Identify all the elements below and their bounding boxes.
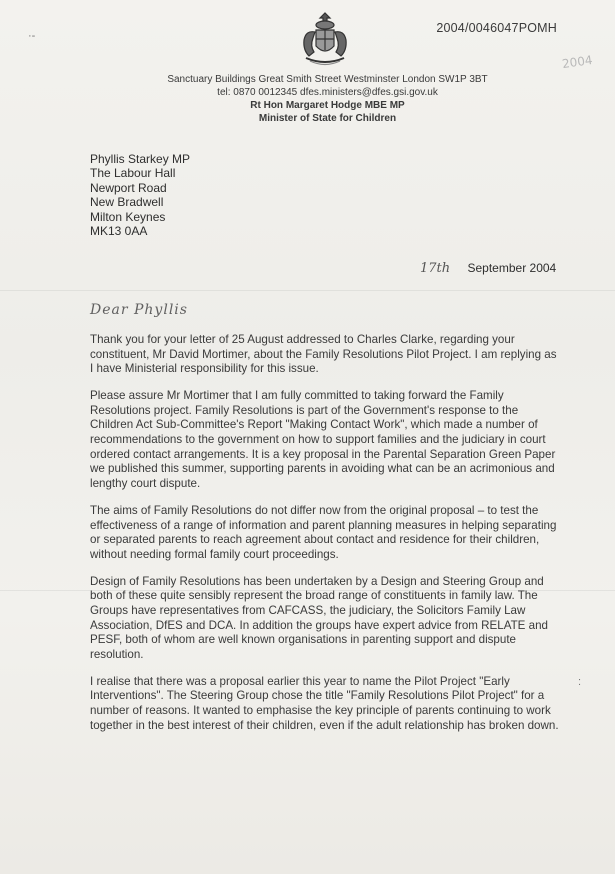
recipient-address	[90, 152, 190, 238]
royal-crest-icon	[296, 12, 354, 68]
minister-name: Rt Hon Margaret Hodge MBE MP	[250, 100, 405, 111]
body-paragraph: I realise that there was a proposal earlier this year to name the Pilot Project "Early Interventions". The Steering Group chose the title "Family Resolutions Pilot Project" for a number of reasons. It wanted to emphasise the key principle of parents continuing to work together in the best interest of their children, even if the adult relationship has broken down.	[90, 674, 559, 732]
reference-number: 2004/0046047POMH	[436, 21, 557, 35]
letter-body	[90, 333, 562, 746]
recipient-line: New Bradwell	[90, 195, 164, 210]
body-paragraph: Please assure Mr Mortimer that I am fully committed to taking forward the Family Resolutions project. Family Resolutions is part of the Government's response to the Children Act Sub-Committee's Report "Making Contact Work", which made a number of recommendations to the government on how to support families and the judiciary in court ordered contact arrangements. It is a key proposal in the Parental Separation Green Paper we published this summer, supporting parents in avoiding what can be an acrimonious and lengthy court dispute.	[90, 389, 556, 490]
date-month-year: September 2004	[467, 261, 557, 275]
body-paragraph: The aims of Family Resolutions do not differ now from the original proposal – to test the effectiveness of a range of information and parent planning measures in helping separating or separated parents to reach agreement about contact and residence for their children, without needing formal family court proceedings.	[90, 503, 557, 561]
received-stamp: 2004	[561, 52, 594, 72]
recipient-line: Milton Keynes	[90, 209, 166, 224]
address-line: Sanctuary Buildings Great Smith Street Westminster London SW1P 3BT	[167, 74, 488, 85]
recipient-line: Phyllis Starkey MP	[90, 152, 191, 166]
handwritten-salutation: Dear Phyllis	[90, 302, 188, 318]
recipient-line: Newport Road	[90, 180, 167, 195]
recipient-line: The Labour Hall	[90, 166, 176, 181]
minister-title: Minister of State for Children	[258, 113, 397, 124]
scan-mark: ·-	[28, 30, 36, 42]
body-paragraph: Design of Family Resolutions has been undertaken by a Design and Steering Group and both of these quite sensibly represent the broad range of constituents in family law. The Groups have representatives from CAFCASS, the judiciary, the Solicitors Family Law Association, DfES and DCA. In addition the groups have expert advice from RELATE and PESF, both of whom are well known organisations in parenting support and dispute resolution.	[90, 574, 548, 661]
fold-line	[0, 290, 615, 291]
recipient-line: MK13 0AA	[90, 224, 148, 239]
body-paragraph: Thank you for your letter of 25 August addressed to Charles Clarke, regarding your constituent, Mr David Mortimer, about the Family Resolutions Pilot Project. I am replying as I have Ministerial responsibility for this issue.	[90, 333, 557, 376]
handwritten-day: 17th	[420, 261, 451, 276]
letter-date	[420, 261, 556, 276]
scan-mark: :	[578, 676, 582, 688]
letterhead-address	[150, 73, 505, 125]
contact-line: tel: 0870 0012345 dfes.ministers@dfes.gsi.gov.uk	[217, 87, 438, 98]
